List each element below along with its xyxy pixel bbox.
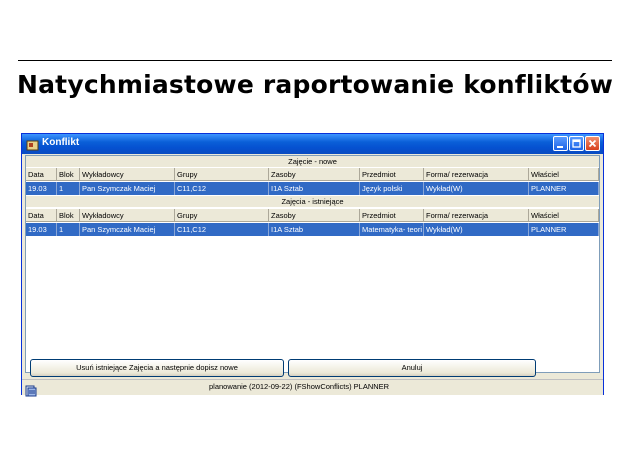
column-header-data[interactable]: Data [26,209,57,222]
cell-grupy: C11,C12 [175,223,269,236]
column-header-wlasciel[interactable]: Właściel [529,209,599,222]
database-icon [25,382,37,394]
cell-forma: Wykład(W) [424,223,529,236]
konflikt-window [21,133,604,395]
cell-wykladowcy: Pan Szymczak Maciej [80,182,175,195]
cell-data: 19.03 [26,182,57,195]
window-titlebar[interactable] [22,134,603,154]
table-row-new[interactable] [26,182,599,195]
column-header-przedmiot[interactable]: Przedmiot [360,168,424,181]
column-header-forma[interactable]: Forma/ rezerwacja [424,168,529,181]
column-header-blok[interactable]: Blok [57,168,80,181]
status-text: planowanie (2012-09-22) (FShowConflicts) PLANNER [209,382,390,391]
cell-blok: 1 [57,223,80,236]
column-header-grupy[interactable]: Grupy [175,168,269,181]
close-button[interactable] [585,136,600,151]
column-header-wykladowcy[interactable]: Wykładowcy [80,209,175,222]
column-header-data[interactable]: Data [26,168,57,181]
table-header-existing [26,209,599,222]
section-title-new: Zajęcie - nowe [26,156,599,167]
cell-przedmiot: Język polski [360,182,424,195]
column-header-przedmiot[interactable]: Przedmiot [360,209,424,222]
table-header-new [26,168,599,181]
table-row-existing[interactable] [26,223,599,236]
cell-wlasciel: PLANNER [529,223,599,236]
column-header-wykladowcy[interactable]: Wykładowcy [80,168,175,181]
cell-forma: Wykład(W) [424,182,529,195]
cell-grupy: C11,C12 [175,182,269,195]
slide-rule [18,60,612,61]
column-header-grupy[interactable]: Grupy [175,209,269,222]
section-title-existing: Zajęcia - istniejące [26,196,599,207]
column-header-blok[interactable]: Blok [57,209,80,222]
column-header-wlasciel[interactable]: Właściel [529,168,599,181]
maximize-button[interactable] [569,136,584,151]
status-bar [22,379,603,395]
cell-wlasciel: PLANNER [529,182,599,195]
cancel-button[interactable]: Anuluj [288,359,536,377]
cell-zasoby: I1A Sztab [269,182,360,195]
cell-blok: 1 [57,182,80,195]
minimize-button[interactable] [553,136,568,151]
column-header-zasoby[interactable]: Zasoby [269,209,360,222]
slide-title: Natychmiastowe raportowanie konfliktów [16,70,613,99]
cell-przedmiot: Matematyka- teori [362,225,423,234]
cell-zasoby: I1A Sztab [269,223,360,236]
cell-data: 19.03 [26,223,57,236]
app-icon [26,137,39,150]
conflict-panel [25,155,600,373]
column-header-forma[interactable]: Forma/ rezerwacja [424,209,529,222]
cell-wykladowcy: Pan Szymczak Maciej [80,223,175,236]
column-header-zasoby[interactable]: Zasoby [269,168,360,181]
window-title: Konflikt [42,137,80,148]
delete-and-add-button[interactable]: Usuń istniejące Zajęcia a następnie dopisz nowe [30,359,284,377]
